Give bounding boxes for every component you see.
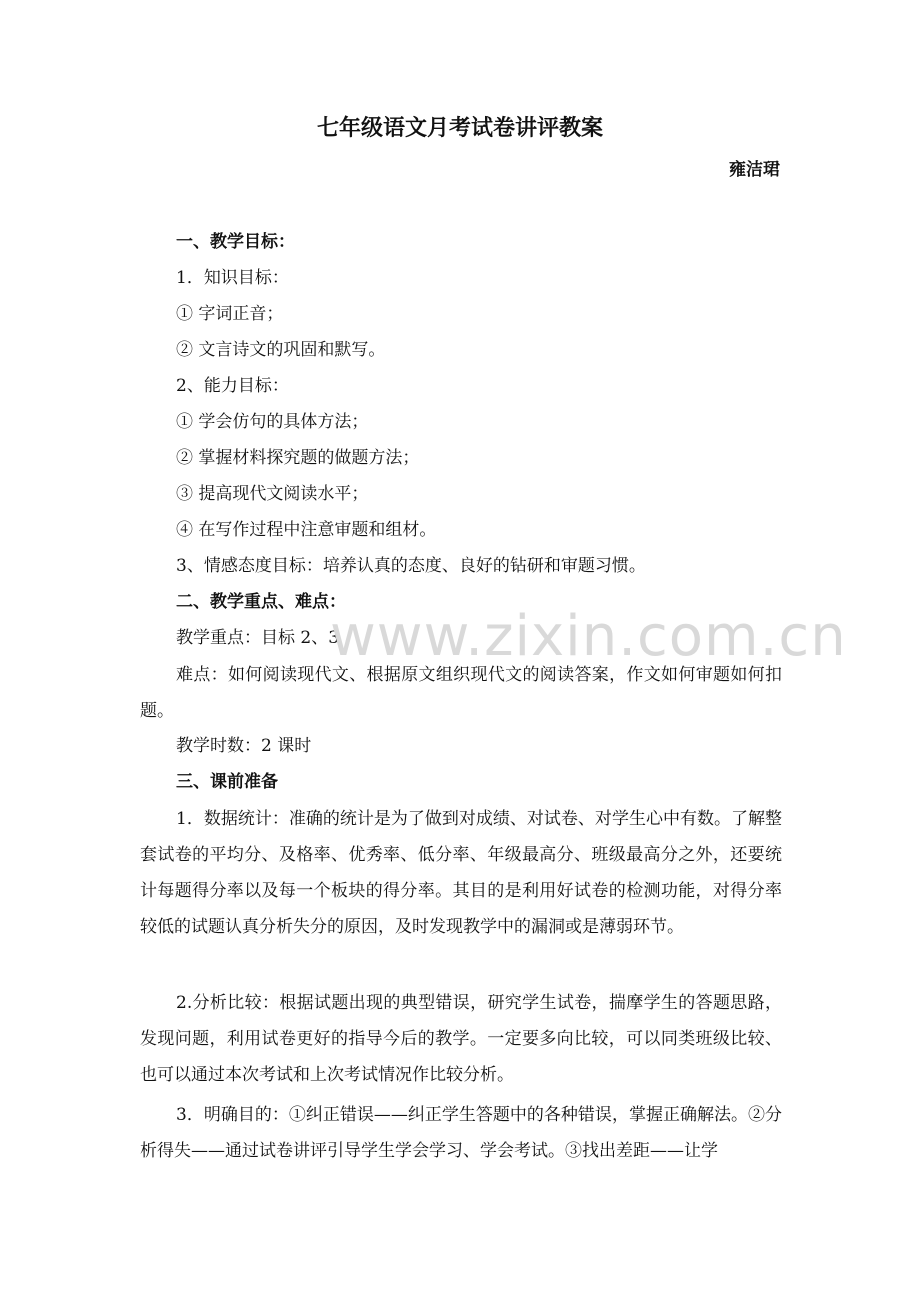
author-name: 雍洁珺 (729, 160, 780, 180)
teaching-hours: 教学时数：2 课时 (176, 736, 312, 756)
ability-item-2: ② 掌握材料探究题的做题方法； (176, 448, 420, 468)
ability-item-3: ③ 提高现代文阅读水平； (176, 484, 369, 504)
knowledge-item-2: ② 文言诗文的巩固和默写。 (176, 340, 386, 360)
ability-item-4: ④ 在写作过程中注意审题和组材。 (176, 520, 437, 540)
preparation-paragraph-1: 1．数据统计：准确的统计是为了做到对成绩、对试卷、对学生心中有数。了解整套试卷的平均分、及格率、优秀率、低分率、年级最高分、班级最高分之外，还要统计每题得分率以及每一个板块的得分率。其目的是利用好试卷的检测功能，对得分率较低的试题认真分析失分的原因，及时发现教学中的漏洞或是薄弱环节。 (140, 809, 782, 937)
preparation-paragraph-3: 3．明确目的：①纠正错误——纠正学生答题中的各种错误，掌握正确解法。②分析得失——通过试卷讲评引导学生学会学习、学会考试。③找出差距——让学 (140, 1105, 782, 1161)
watermark: www.zixin.com.cn (330, 604, 847, 669)
difficulty-paragraph: 难点：如何阅读现代文、根据原文组织现代文的阅读答案，作文如何审题如何扣题。 (140, 665, 782, 721)
ability-objective-heading: 2、能力目标： (176, 376, 289, 396)
preparation-paragraph-2: 2.分析比较：根据试题出现的典型错误，研究学生试卷，揣摩学生的答题思路，发现问题，利用试卷更好的指导今后的教学。一定要多向比较，可以同类班级比较、也可以通过本次考试和上次考试情况作比较分析。 (140, 993, 782, 1085)
section-heading-preparation: 三、课前准备 (176, 772, 278, 792)
emotion-objective: 3、情感态度目标：培养认真的态度、良好的钻研和审题习惯。 (176, 556, 646, 576)
section-heading-key-points: 二、教学重点、难点： (176, 592, 346, 612)
knowledge-objective-heading: 1．知识目标： (176, 268, 289, 288)
knowledge-item-1: ① 字词正音； (176, 304, 284, 324)
document-title: 七年级语文月考试卷讲评教案 (316, 115, 603, 141)
ability-item-1: ① 学会仿句的具体方法； (176, 412, 369, 432)
key-points-text: 教学重点：目标 2、3 (176, 628, 340, 648)
section-heading-objectives: 一、教学目标： (176, 232, 295, 252)
